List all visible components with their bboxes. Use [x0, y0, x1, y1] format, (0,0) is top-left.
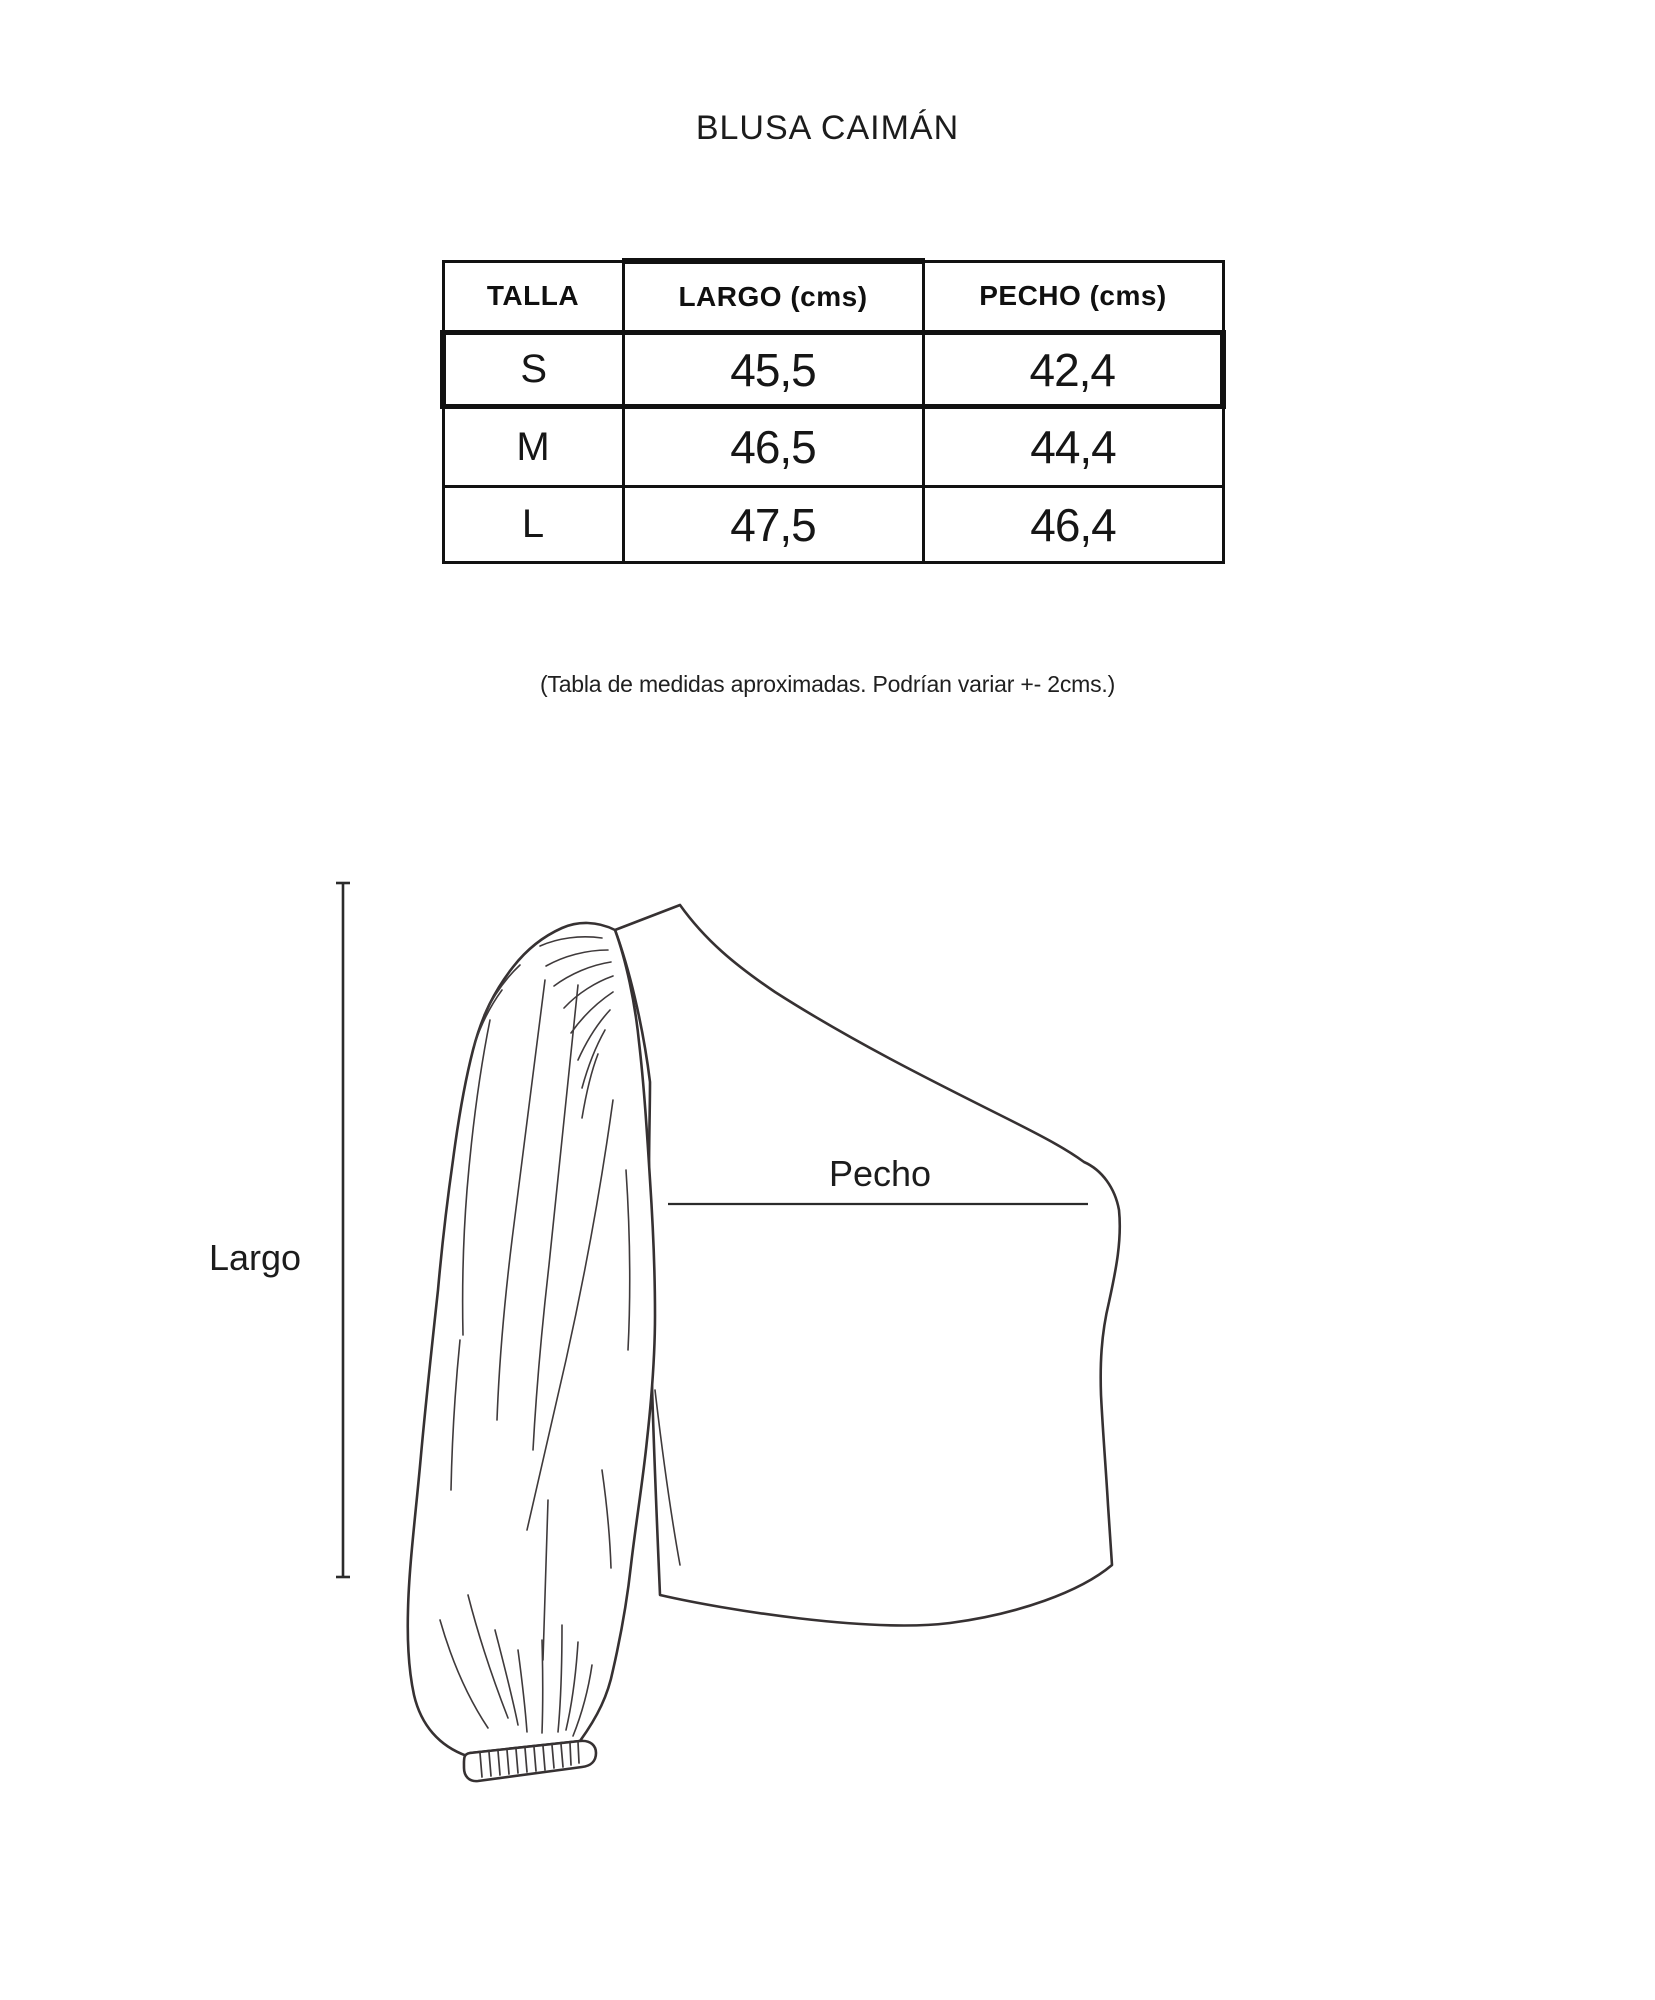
cell-talla-m: M: [443, 407, 623, 487]
cell-pecho-m: 44,4: [923, 407, 1223, 487]
size-table-header-row: [443, 261, 1223, 333]
col-header-talla: TALLA: [443, 261, 623, 333]
blouse-sleeve-outline: [408, 923, 655, 1756]
page-title: BLUSA CAIMÁN: [695, 109, 960, 147]
cell-talla-l: L: [443, 487, 623, 563]
cell-talla-s: S: [443, 333, 623, 407]
blouse-illustration: [150, 850, 1200, 1800]
cell-largo-s: 45,5: [623, 333, 923, 407]
table-row-size-m: [443, 407, 1223, 487]
col-header-largo: LARGO (cms): [623, 261, 923, 333]
cell-largo-m: 46,5: [623, 407, 923, 487]
largo-label: Largo: [208, 1237, 302, 1278]
cell-pecho-l: 46,4: [923, 487, 1223, 563]
cell-largo-l: 47,5: [623, 487, 923, 563]
table-row-size-s: [443, 333, 1223, 407]
table-row-size-l: [443, 487, 1223, 563]
largo-measure-line: [336, 883, 350, 1577]
cell-pecho-s: 42,4: [923, 333, 1223, 407]
blouse-body-outline: [615, 905, 1120, 1625]
measurements-note: (Tabla de medidas aproximadas. Podrían variar +- 2cms.): [539, 671, 1116, 697]
size-table: [440, 258, 1226, 564]
col-header-pecho: PECHO (cms): [923, 261, 1223, 333]
pecho-label: Pecho: [828, 1153, 932, 1194]
